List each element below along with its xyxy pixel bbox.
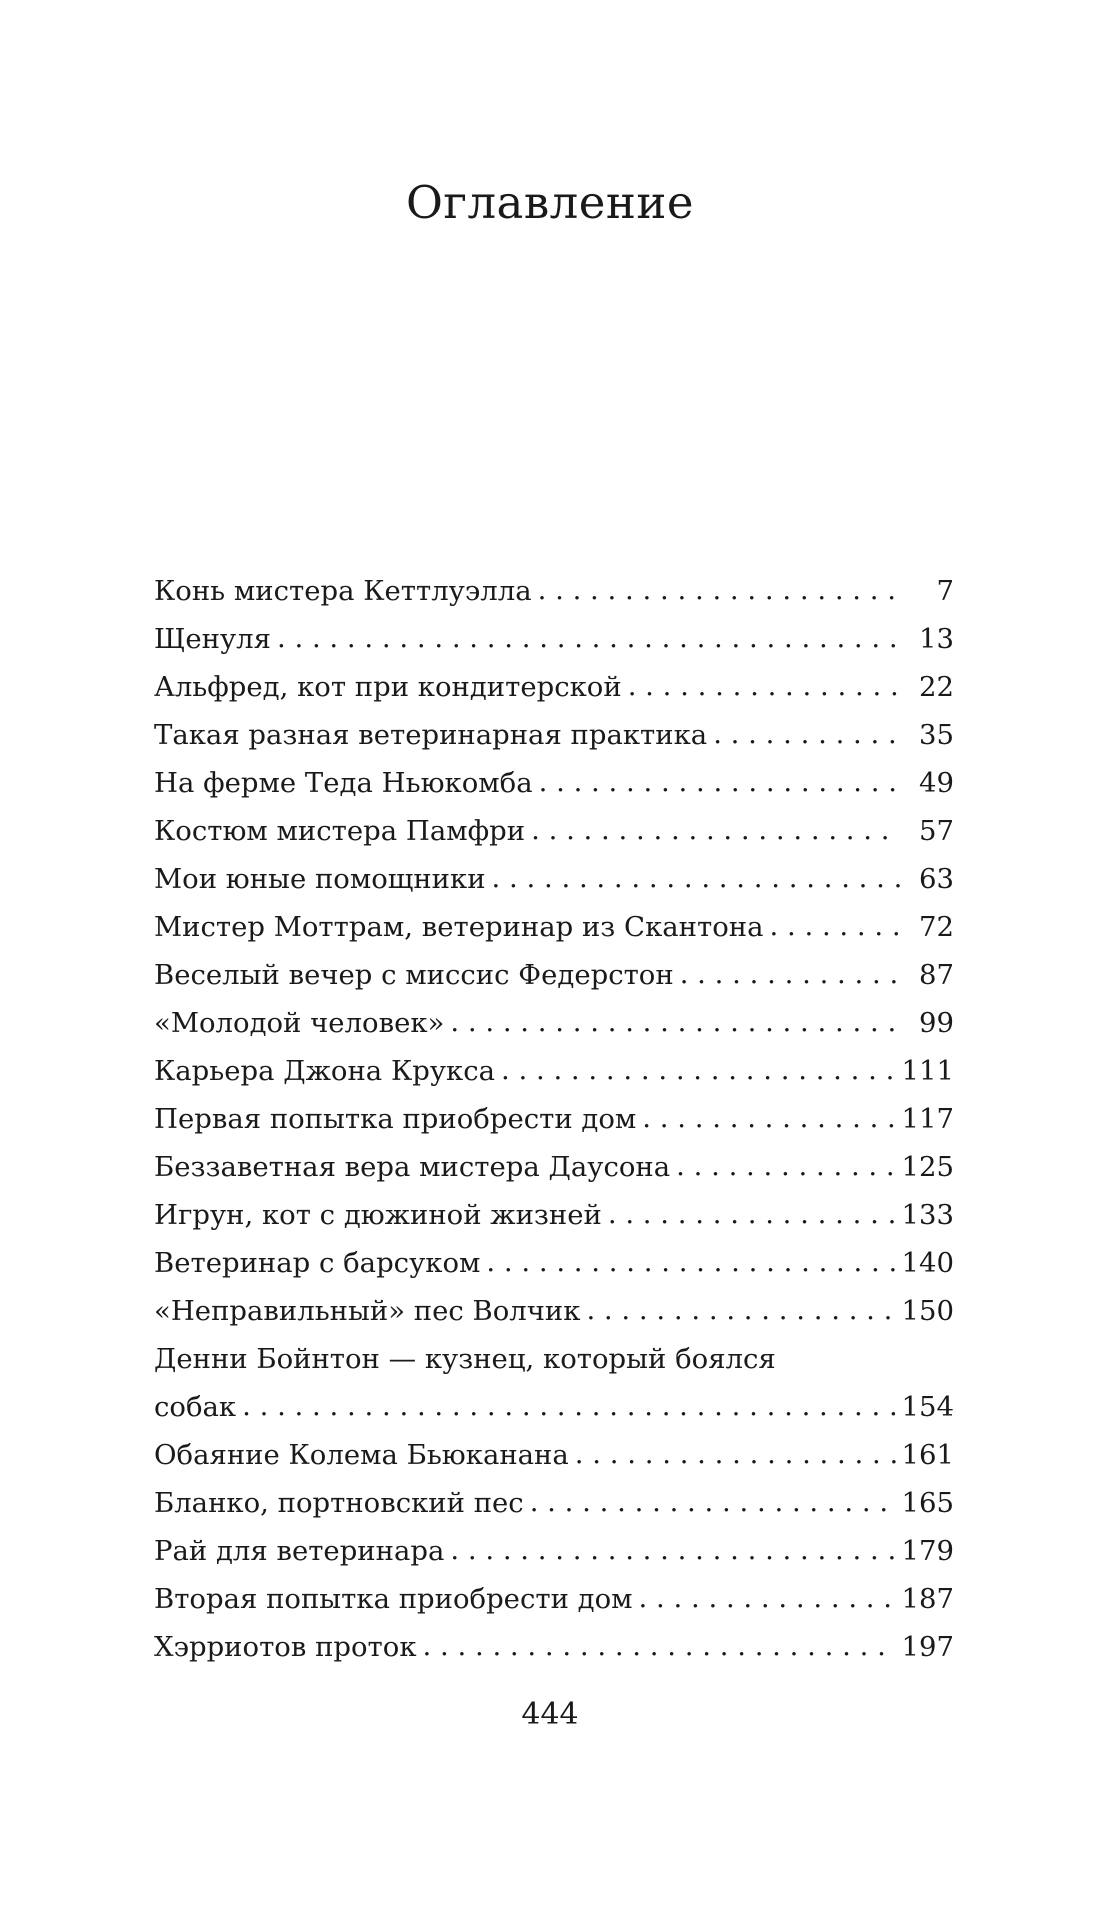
toc-entry-title: Альфред, кот при кондитерской [154,671,622,703]
toc-entry [154,1095,954,1143]
toc-entry [154,663,954,711]
toc-entry-title: Ветеринар с барсуком [154,1247,481,1279]
dot-leader [713,710,900,758]
toc-entry-title: Щенуля [154,623,271,655]
toc-entry-title: Веселый вечер с миссис Федерстон [154,959,674,991]
toc-entry-title: Рай для ветеринара [154,1535,445,1567]
toc-entry [154,1335,954,1431]
toc-entry-page: 35 [919,719,954,751]
toc-entry-page: 161 [901,1439,954,1471]
toc-entry-title: Обаяние Колема Бьюканана [154,1439,569,1471]
toc-entry-title: Мистер Моттрам, ветеринар из Скантона [154,911,764,943]
dot-leader [770,902,901,950]
toc-entry-title: Игрун, кот с дюжиной жизней [154,1199,602,1231]
toc-entry [154,1143,954,1191]
toc-entry [154,807,954,855]
toc-entry [154,1047,954,1095]
toc-entry-page: 57 [919,815,954,847]
toc-entry [154,1239,954,1287]
dot-leader [575,1430,896,1478]
toc-entry [154,615,954,663]
toc-entry-page: 150 [901,1295,954,1327]
toc-entry [154,567,954,615]
toc-entry-page: 49 [919,767,954,799]
toc-entry-page: 99 [919,1007,954,1039]
toc-entry-page: 22 [919,671,954,703]
dot-leader [531,806,900,854]
toc-entry-page: 133 [901,1199,954,1231]
dot-leader [277,614,900,662]
toc-entry-page: 117 [901,1103,954,1135]
toc-entry [154,903,954,951]
dot-leader [492,854,900,902]
dot-leader [676,1142,895,1190]
toc-entry-continuation [154,1383,954,1431]
toc-entry-page: 125 [901,1151,954,1183]
toc-entry [154,951,954,999]
toc-entry-title: Хэрриотов проток [154,1631,417,1663]
dot-leader [639,1574,896,1622]
toc-entry [154,999,954,1047]
toc-entry-title: Костюм мистера Памфри [154,815,526,847]
dot-leader [642,1094,895,1142]
dot-leader [501,1046,896,1094]
toc-entry-page: 154 [901,1391,954,1423]
dot-leader [450,1526,895,1574]
toc-entry-title: На ферме Теда Ньюкомба [154,767,533,799]
dot-leader [586,1286,895,1334]
toc-entry-page: 197 [901,1631,954,1663]
toc-entry-page: 63 [919,863,954,895]
toc-entry [154,1191,954,1239]
toc-entry-page: 179 [901,1535,954,1567]
dot-leader [486,1238,895,1286]
toc-entry [154,1287,954,1335]
dot-leader [538,566,900,614]
dot-leader [539,758,900,806]
dot-leader [423,1622,896,1670]
toc-entry [154,711,954,759]
toc-entry-page: 111 [901,1055,954,1087]
table-of-contents [154,567,954,1671]
toc-entry [154,1431,954,1479]
toc-entry-title: «Молодой человек» [154,1007,445,1039]
dot-leader [242,1382,895,1430]
dot-leader [530,1478,896,1526]
dot-leader [680,950,900,998]
dot-leader [450,998,900,1046]
toc-entry-title: Конь мистера Кеттлуэлла [154,575,532,607]
toc-entry-title: Бланко, портновский пес [154,1487,524,1519]
toc-entry-title: Вторая попытка приобрести дом [154,1583,633,1615]
page-number: 444 [521,1697,579,1732]
toc-entry [154,1527,954,1575]
toc-entry-page: 7 [936,575,954,607]
toc-entry-page: 187 [901,1583,954,1615]
toc-entry-title: Карьера Джона Крукса [154,1055,495,1087]
toc-entry-page: 72 [919,911,954,943]
toc-entry-title: «Неправильный» пес Волчик [154,1295,581,1327]
toc-entry [154,1623,954,1671]
page-title: Оглавление [405,176,695,229]
toc-entry [154,1575,954,1623]
toc-entry-title: Денни Бойнтон — кузнец, который боялся [154,1343,776,1375]
toc-entry-page: 165 [901,1487,954,1519]
dot-leader [628,662,900,710]
toc-entry-page: 140 [901,1247,954,1279]
toc-entry-page: 13 [919,623,954,655]
toc-entry-title: Беззаветная вера мистера Даусона [154,1151,671,1183]
toc-entry-page: 87 [919,959,954,991]
toc-entry [154,855,954,903]
toc-entry-title: Такая разная ветеринарная практика [154,719,708,751]
dot-leader [608,1190,896,1238]
toc-entry-title-continued: собак [154,1391,237,1423]
toc-entry-title: Первая попытка приобрести дом [154,1103,637,1135]
toc-entry-title: Мои юные помощники [154,863,486,895]
toc-entry [154,1479,954,1527]
toc-entry [154,759,954,807]
